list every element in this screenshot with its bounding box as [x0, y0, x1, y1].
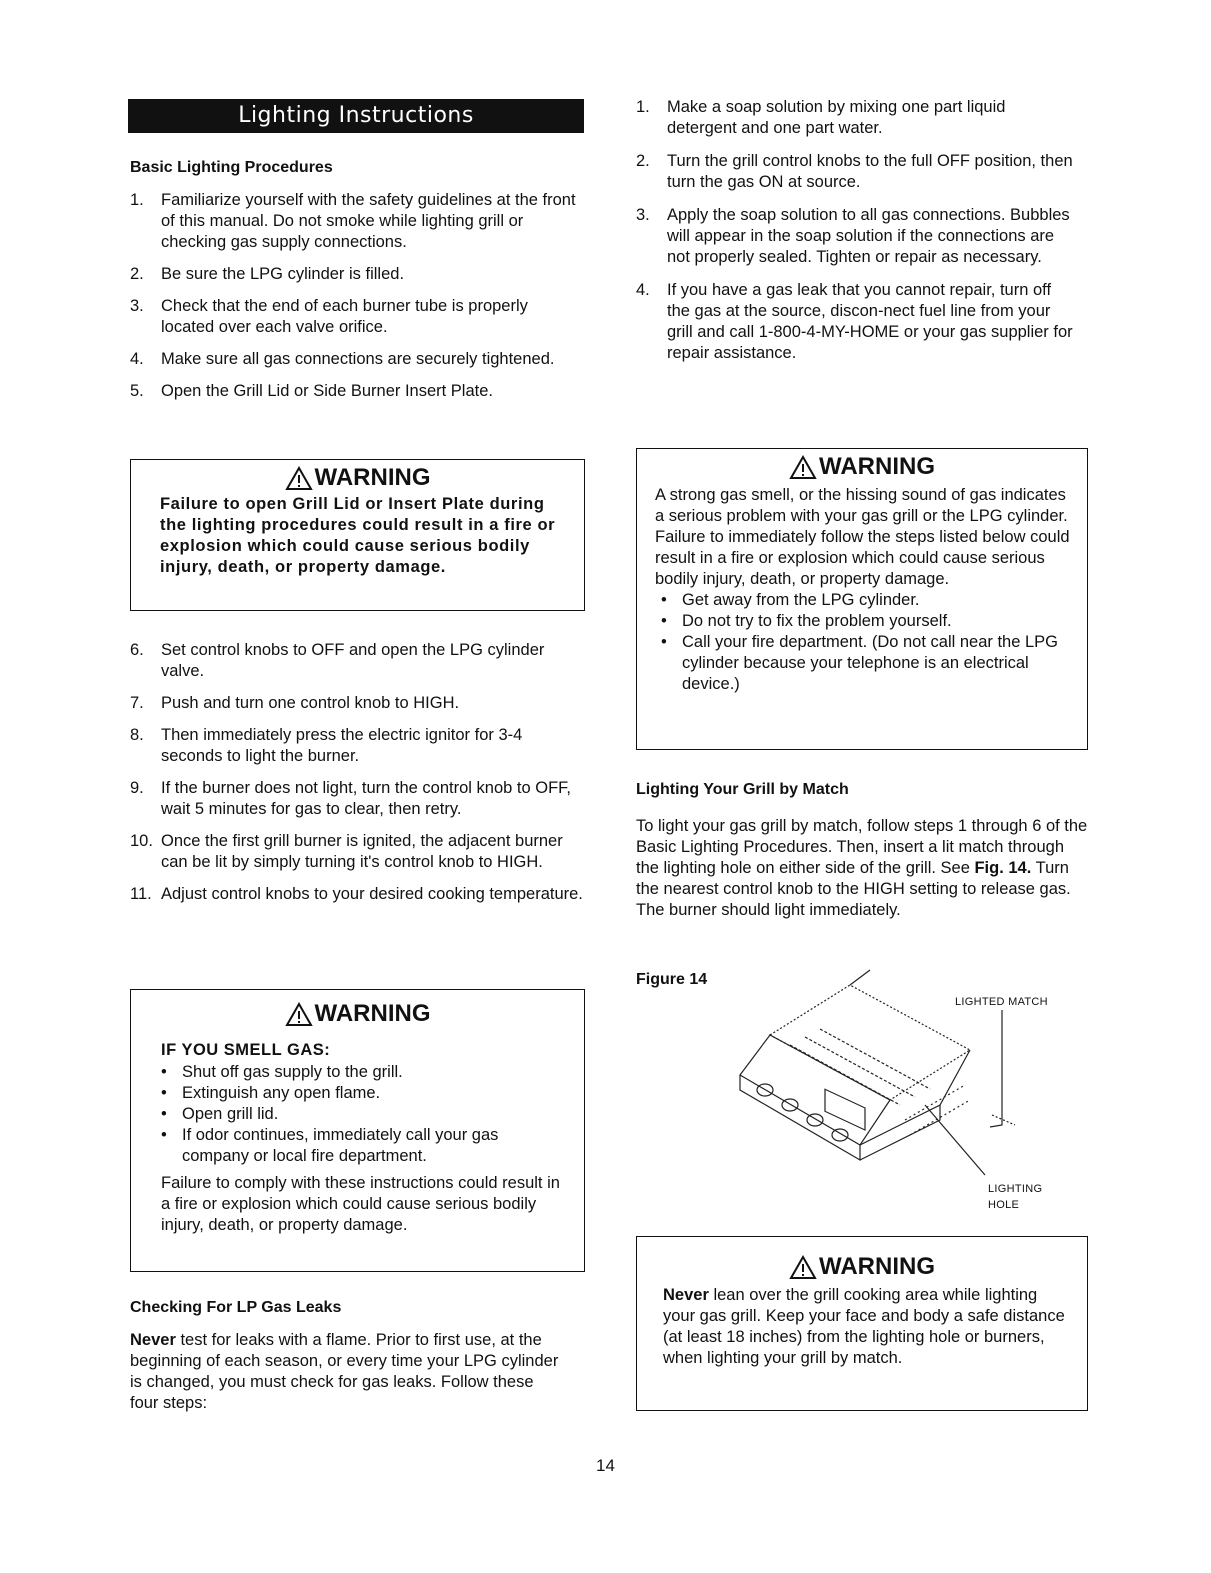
bullet-icon: • [161, 1105, 167, 1123]
bullet-item [161, 1062, 564, 1083]
leaks-heading: Checking For LP Gas Leaks [130, 1299, 342, 1316]
warning-title-4: WARNING [637, 1253, 1087, 1281]
warning-bullets-2 [161, 1062, 564, 1167]
match-text: To light your gas grill by match, follow steps 1 through 6 of the Basic Lighting Procedures. Then, insert a lit match through the lighting hole on either side of the grill. See Fig. 14. Turn the nearest control knob to the HIGH setting to release gas. The burner should light immediately. [636, 817, 1088, 919]
warning-lead-2: IF YOU SMELL GAS: [161, 1041, 331, 1059]
bullet-item [161, 1083, 564, 1104]
basic-heading: Basic Lighting Procedures [130, 159, 333, 176]
step-item [130, 725, 585, 767]
step-item [130, 884, 585, 905]
bullet-item [161, 1104, 564, 1125]
bullet-icon: • [161, 1126, 167, 1144]
step-number: 5. [130, 382, 144, 400]
step-text: Turn the grill control knobs to the full OFF position, then turn the gas ON at source. [667, 152, 1073, 191]
callout-lighting-hole-2: HOLE [988, 1199, 1020, 1211]
basic-steps-list-a [130, 190, 585, 402]
step-item [636, 205, 1076, 268]
step-item [130, 296, 585, 338]
bullet-item [661, 632, 1071, 695]
step-text: Familiarize yourself with the safety guidelines at the front of this manual. Do not smoke while lighting grill or checking gas supply connections. [161, 191, 576, 251]
bullet-text: If odor continues, immediately call your gas company or local fire department. [182, 1126, 499, 1165]
leak-steps-list [636, 97, 1076, 364]
bullet-icon: • [661, 591, 667, 609]
bullet-icon: • [661, 633, 667, 651]
step-number: 8. [130, 726, 144, 744]
step-item [636, 280, 1076, 364]
step-number: 11. [130, 885, 152, 903]
bullet-item [661, 611, 1071, 632]
step-number: 3. [130, 297, 144, 315]
step-item [636, 97, 1076, 139]
step-item [130, 381, 585, 402]
bullet-text: Get away from the LPG cylinder. [682, 591, 920, 609]
step-number: 4. [130, 350, 144, 368]
step-text: Apply the soap solution to all gas connections. Bubbles will appear in the soap solution if the connections are not properly sealed. Tighten or repair as necessary. [667, 206, 1070, 266]
step-text: If the burner does not light, turn the control knob to OFF, wait 5 minutes for gas to clear, then retry. [161, 779, 571, 818]
step-item [130, 264, 585, 285]
step-item [130, 778, 585, 820]
callout-lighting-hole-1: LIGHTING [988, 1183, 1043, 1195]
step-item [130, 693, 585, 714]
step-text: If you have a gas leak that you cannot repair, turn off the gas at the source, discon-nect fuel line from your grill and call 1-800-4-MY-HOME or your gas supplier for repair assistance. [667, 281, 1073, 362]
step-item [130, 640, 585, 682]
bullet-text: Call your fire department. (Do not call near the LPG cylinder because your telephone is an electrical device.) [682, 633, 1059, 693]
step-number: 6. [130, 641, 144, 659]
step-item [130, 190, 585, 253]
leaks-intro: Never test for leaks with a flame. Prior to first use, at the beginning of each season, or every time your LPG cylinder is changed, you must check for gas leaks. Follow these four steps: [130, 1331, 559, 1412]
section-title: Lighting Instructions [128, 99, 584, 133]
bullet-text: Extinguish any open flame. [182, 1084, 381, 1102]
bullet-text: Do not try to fix the problem yourself. [682, 612, 952, 630]
step-number: 4. [636, 281, 650, 299]
bullet-item [661, 590, 1071, 611]
callout-lighted-match: LIGHTED MATCH [955, 996, 1048, 1008]
bullet-text: Shut off gas supply to the grill. [182, 1063, 403, 1081]
warning-text-2: Failure to comply with these instructions could result in a fire or explosion which could cause serious bodily injury, death, or property damage. [161, 1174, 560, 1234]
warning-triangle-icon [789, 455, 817, 480]
warning-box-3 [636, 448, 1088, 750]
warning-triangle-icon [285, 1002, 313, 1027]
bullet-text: Open grill lid. [182, 1105, 279, 1123]
warning-title-1: WARNING [131, 464, 584, 492]
step-number: 1. [130, 191, 144, 209]
warning-title-3: WARNING [637, 453, 1087, 481]
warning-bullets-3 [661, 590, 1071, 695]
step-text: Adjust control knobs to your desired cooking temperature. [161, 885, 583, 903]
warning-box-2 [130, 989, 585, 1272]
step-number: 7. [130, 694, 144, 712]
step-text: Set control knobs to OFF and open the LPG cylinder valve. [161, 641, 545, 680]
warning-box-4 [636, 1236, 1088, 1411]
step-item [130, 349, 585, 370]
page-number: 14 [596, 1456, 615, 1475]
step-number: 3. [636, 206, 650, 224]
bullet-icon: • [161, 1063, 167, 1081]
bullet-item [161, 1125, 564, 1167]
warning-box-1 [130, 459, 585, 611]
basic-steps-list-b [130, 640, 585, 905]
figure-label: Figure 14 [636, 971, 708, 988]
match-heading: Lighting Your Grill by Match [636, 781, 849, 798]
step-text: Open the Grill Lid or Side Burner Insert Plate. [161, 382, 493, 400]
step-text: Make a soap solution by mixing one part liquid detergent and one part water. [667, 98, 1006, 137]
warning-text-3: A strong gas smell, or the hissing sound of gas indicates a serious problem with your gas grill or the LPG cylinder. Failure to immediately follow the steps listed below could result in a fire or explosion which could cause serious bodily injury, death, or property damage. [655, 486, 1070, 588]
step-number: 2. [130, 265, 144, 283]
step-text: Then immediately press the electric ignitor for 3-4 seconds to light the burner. [161, 726, 523, 765]
step-text: Be sure the LPG cylinder is filled. [161, 265, 405, 283]
step-number: 2. [636, 152, 650, 170]
step-number: 1. [636, 98, 650, 116]
warning-text-1: Failure to open Grill Lid or Insert Plate during the lighting procedures could result in a fire or explosion which could cause serious bodily injury, death, or property damage. [160, 495, 556, 576]
warning-text-4: Never lean over the grill cooking area while lighting your gas grill. Keep your face and body a safe distance (at least 18 inches) from the lighting hole or burners, when lighting your grill by match. [663, 1286, 1065, 1367]
step-number: 10. [130, 832, 153, 850]
step-text: Push and turn one control knob to HIGH. [161, 694, 460, 712]
step-text: Make sure all gas connections are securely tightened. [161, 350, 555, 368]
step-item [636, 151, 1076, 193]
step-item [130, 831, 585, 873]
bullet-icon: • [161, 1084, 167, 1102]
bullet-icon: • [661, 612, 667, 630]
warning-title-2: WARNING [131, 1000, 584, 1028]
warning-triangle-icon [789, 1255, 817, 1280]
warning-triangle-icon [285, 466, 313, 491]
step-number: 9. [130, 779, 144, 797]
step-text: Once the first grill burner is ignited, the adjacent burner can be lit by simply turning it's control knob to HIGH. [161, 832, 563, 871]
step-text: Check that the end of each burner tube is properly located over each valve orifice. [161, 297, 528, 336]
